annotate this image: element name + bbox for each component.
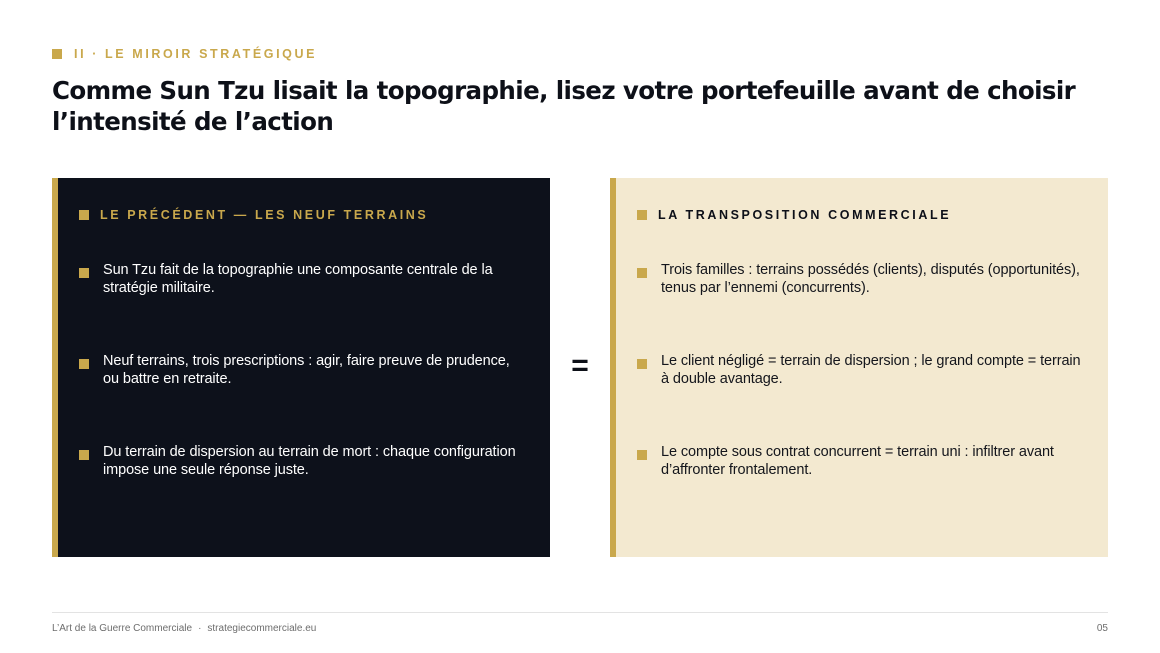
precedent-panel-title: LE PRÉCÉDENT — LES NEUF TERRAINS (100, 208, 429, 222)
transposition-bullet-list (637, 262, 1082, 535)
square-bullet-icon (79, 450, 89, 460)
footer-site: strategiecommerciale.eu (207, 623, 317, 634)
slide-title: Comme Sun Tzu lisait la topographie, lisez votre portefeuille avant de choisir l’intensité de l’action (52, 76, 1076, 136)
precedent-bullet-list (79, 262, 524, 535)
precedent-panel (52, 178, 550, 557)
section-eyebrow (52, 47, 317, 61)
bullet-text: Trois familles : terrains possédés (clients), disputés (opportunités), tenus par l’ennemi (concurrents). (661, 262, 1080, 296)
list-item (637, 444, 1082, 535)
transposition-panel-header (637, 208, 1082, 222)
square-bullet-icon (79, 210, 89, 220)
list-item (79, 353, 524, 444)
footer-divider (52, 612, 1108, 613)
square-bullet-icon (637, 210, 647, 220)
footer-title: L’Art de la Guerre Commerciale (52, 623, 193, 634)
page-number: 05 (1096, 623, 1108, 634)
bullet-text: Le client négligé = terrain de dispersion ; le grand compte = terrain à double avantage. (661, 353, 1081, 387)
equals-separator: = (571, 349, 589, 382)
list-item (79, 262, 524, 353)
square-bullet-icon (637, 450, 647, 460)
bullet-text: Du terrain de dispersion au terrain de mort : chaque configuration impose une seule réponse juste. (103, 444, 516, 478)
bullet-text: Sun Tzu fait de la topographie une composante centrale de la stratégie militaire. (103, 262, 493, 296)
list-item (79, 444, 524, 535)
section-label: II · LE MIROIR STRATÉGIQUE (74, 47, 318, 61)
footer-credits (52, 623, 316, 634)
list-item (637, 262, 1082, 353)
bullet-text: Le compte sous contrat concurrent = terrain uni : infiltrer avant d’affronter frontalement. (661, 444, 1054, 478)
footer-dot: · (198, 623, 202, 634)
square-bullet-icon (79, 359, 89, 369)
bullet-text: Neuf terrains, trois prescriptions : agir, faire preuve de prudence, ou battre en retraite. (103, 353, 510, 387)
square-bullet-icon (79, 268, 89, 278)
precedent-panel-header (79, 208, 524, 222)
transposition-panel-title: LA TRANSPOSITION COMMERCIALE (658, 208, 952, 222)
square-bullet-icon (637, 359, 647, 369)
transposition-panel (610, 178, 1108, 557)
list-item (637, 353, 1082, 444)
square-bullet-icon (637, 268, 647, 278)
square-bullet-icon (52, 49, 62, 59)
